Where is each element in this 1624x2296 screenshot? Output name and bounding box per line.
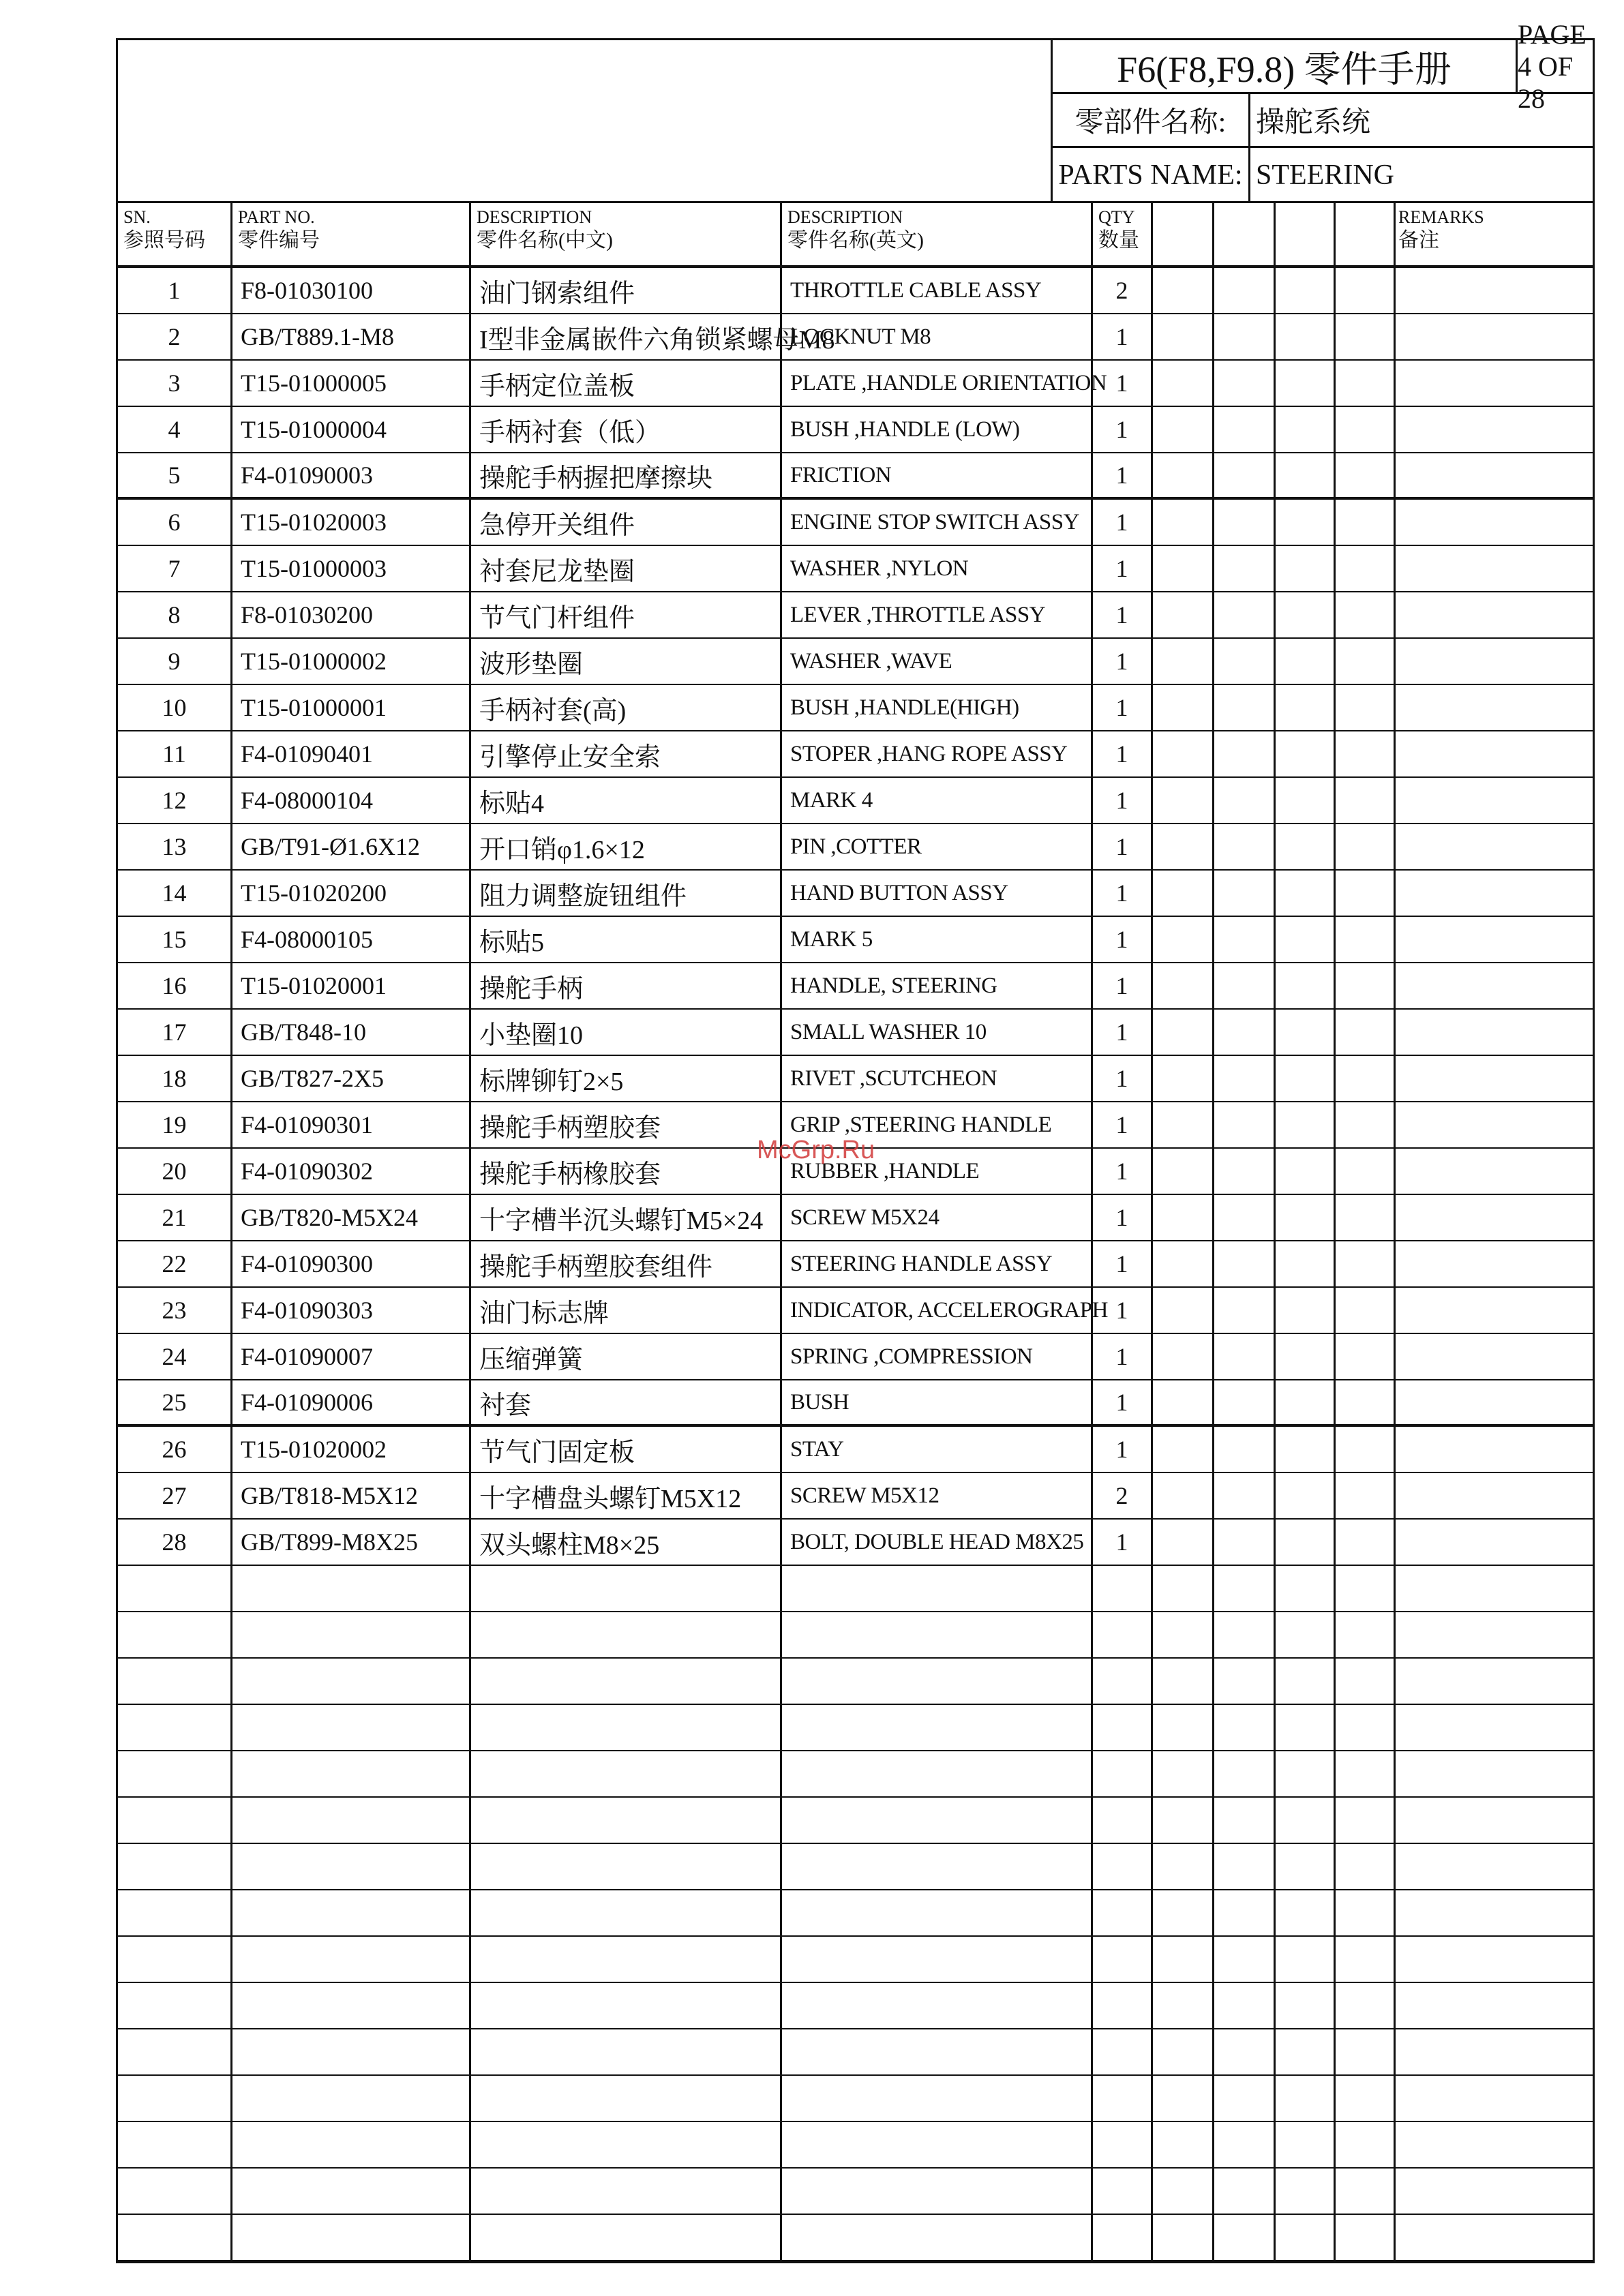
cell-desc-zh: 十字槽半沉头螺钉M5×24 <box>479 1206 764 1235</box>
cell-qty: 1 <box>1115 972 1128 999</box>
cell-desc-en: PIN ,COTTER <box>790 834 922 859</box>
table-row <box>118 1334 1593 1380</box>
cell-desc-en: RUBBER ,HANDLE <box>790 1158 980 1183</box>
cell-qty: 1 <box>1115 1204 1128 1231</box>
cell-qty: 1 <box>1115 1250 1128 1278</box>
cell-sn: 28 <box>162 1528 187 1556</box>
cell-qty: 2 <box>1115 277 1128 304</box>
cell-desc-zh: I型非金属嵌件六角锁紧螺母M8 <box>479 325 835 354</box>
cell-sn: 10 <box>162 694 187 721</box>
col-header-desc-en-zh: 零件名称(英文) <box>787 229 924 252</box>
table-row <box>118 1056 1593 1102</box>
grid-line <box>780 203 782 2261</box>
cell-desc-en: HANDLE, STEERING <box>790 973 997 998</box>
col-header-desc-zh <box>471 203 782 265</box>
col-header-sn-en: SN. <box>123 207 151 227</box>
cell-part-no: F4-01090300 <box>241 1250 374 1278</box>
cell-desc-zh: 手柄衬套（低） <box>479 418 661 447</box>
cell-qty: 1 <box>1115 694 1128 721</box>
cell-part-no: T15-01000003 <box>241 555 387 582</box>
col-header-desc-en-en: DESCRIPTION <box>787 207 903 227</box>
cell-qty: 1 <box>1115 323 1128 350</box>
cell-part-no: F4-01090301 <box>241 1111 374 1138</box>
table-row <box>118 592 1593 639</box>
table-row <box>118 731 1593 778</box>
document-title: F6(F8,F9.8) 零件手册 <box>1051 40 1516 94</box>
empty-table-row <box>118 1890 1593 1937</box>
empty-table-row <box>118 1798 1593 1844</box>
cell-sn: 3 <box>168 369 181 397</box>
cell-part-no: GB/T889.1-M8 <box>241 323 394 350</box>
cell-qty: 1 <box>1115 926 1128 953</box>
cell-desc-zh: 开口销φ1.6×12 <box>479 835 645 864</box>
col-header-sn <box>118 203 232 265</box>
cell-part-no: F4-01090401 <box>241 740 374 768</box>
grid-line <box>1334 203 1336 2261</box>
table-row <box>118 500 1593 546</box>
cell-desc-en: HAND BUTTON ASSY <box>790 880 1008 905</box>
cell-sn: 23 <box>162 1297 187 1324</box>
cell-sn: 21 <box>162 1204 187 1231</box>
cell-sn: 18 <box>162 1065 187 1092</box>
empty-table-row <box>118 2076 1593 2122</box>
empty-table-row <box>118 1705 1593 1751</box>
table-row <box>118 963 1593 1010</box>
cell-part-no: GB/T899-M8X25 <box>241 1528 418 1556</box>
table-row <box>118 685 1593 731</box>
cell-sn: 17 <box>162 1018 187 1046</box>
col-header-part-no-en: PART NO. <box>238 207 315 227</box>
cell-desc-zh: 手柄衬套(高) <box>479 696 627 725</box>
table-row <box>118 1241 1593 1288</box>
cell-qty: 1 <box>1115 648 1128 675</box>
cell-qty: 1 <box>1115 1528 1128 1556</box>
cell-part-no: F8-01030200 <box>241 601 374 629</box>
col-header-sn-zh: 参照号码 <box>123 229 205 252</box>
cell-desc-zh: 操舵手柄握把摩擦块 <box>479 464 713 493</box>
cell-desc-en: BUSH <box>790 1389 849 1415</box>
cell-desc-zh: 波形垫圈 <box>479 650 584 679</box>
grid-line <box>230 203 232 2261</box>
cell-sn: 19 <box>162 1111 187 1138</box>
col-header-desc-zh-zh: 零件名称(中文) <box>477 229 613 252</box>
parts-name-zh-value: 操舵系统 <box>1248 94 1593 148</box>
cell-sn: 4 <box>168 416 181 443</box>
cell-part-no: GB/T818-M5X12 <box>241 1482 418 1509</box>
cell-part-no: T15-01020002 <box>241 1436 387 1463</box>
cell-desc-en: SPRING ,COMPRESSION <box>790 1344 1033 1369</box>
cell-part-no: GB/T820-M5X24 <box>241 1204 418 1231</box>
cell-desc-zh: 十字槽盘头螺钉M5X12 <box>479 1484 742 1513</box>
cell-part-no: F4-01090007 <box>241 1343 374 1370</box>
empty-table-row <box>118 1937 1593 1983</box>
cell-sn: 24 <box>162 1343 187 1370</box>
empty-table-row <box>118 1612 1593 1659</box>
cell-desc-zh: 节气门杆组件 <box>479 603 635 633</box>
table-row <box>118 1520 1593 1566</box>
cell-desc-en: PLATE ,HANDLE ORIENTATION <box>790 370 1107 395</box>
cell-sn: 9 <box>168 648 181 675</box>
col-header-desc-zh-en: DESCRIPTION <box>477 207 592 227</box>
cell-sn: 8 <box>168 601 181 629</box>
cell-qty: 2 <box>1115 1482 1128 1509</box>
empty-table-row <box>118 1844 1593 1890</box>
table-row <box>118 314 1593 361</box>
cell-part-no: GB/T827-2X5 <box>241 1065 384 1092</box>
empty-table-row <box>118 1659 1593 1705</box>
cell-qty: 1 <box>1115 1297 1128 1324</box>
cell-desc-zh: 标牌铆钉2×5 <box>479 1067 624 1096</box>
page-indicator: PAGE 4 OF 28 <box>1516 40 1593 94</box>
cell-part-no: F8-01030100 <box>241 277 374 304</box>
cell-qty: 1 <box>1115 1158 1128 1185</box>
cell-desc-en: SCREW M5X12 <box>790 1483 939 1508</box>
table-row <box>118 407 1593 453</box>
cell-qty: 1 <box>1115 1018 1128 1046</box>
cell-desc-en: WASHER ,NYLON <box>790 556 969 581</box>
cell-qty: 1 <box>1115 1343 1128 1370</box>
cell-desc-en: LOCKNUT M8 <box>790 324 931 349</box>
table-row <box>118 871 1593 917</box>
cell-sn: 20 <box>162 1158 187 1185</box>
cell-desc-zh: 标贴4 <box>479 789 545 818</box>
cell-part-no: F4-01090006 <box>241 1389 374 1416</box>
cell-desc-en: ENGINE STOP SWITCH ASSY <box>790 509 1079 534</box>
cell-desc-zh: 引擎停止安全索 <box>479 742 661 772</box>
grid-line <box>1151 203 1153 2261</box>
table-row <box>118 546 1593 592</box>
cell-part-no: GB/T848-10 <box>241 1018 366 1046</box>
cell-desc-en: THROTTLE CABLE ASSY <box>790 277 1042 303</box>
cell-qty: 1 <box>1115 833 1128 860</box>
cell-qty: 1 <box>1115 740 1128 768</box>
cell-sn: 2 <box>168 323 181 350</box>
table-row <box>118 778 1593 824</box>
cell-desc-en: RIVET ,SCUTCHEON <box>790 1066 997 1091</box>
cell-desc-zh: 双头螺柱M8×25 <box>479 1530 660 1560</box>
empty-table-row <box>118 1751 1593 1798</box>
empty-table-row <box>118 1983 1593 2029</box>
empty-table-row <box>118 1566 1593 1612</box>
cell-desc-en: GRIP ,STEERING HANDLE <box>790 1112 1052 1137</box>
grid-line <box>469 203 471 2261</box>
cell-desc-en: BUSH ,HANDLE(HIGH) <box>790 695 1019 720</box>
cell-desc-en: STOPER ,HANG ROPE ASSY <box>790 741 1068 766</box>
cell-desc-zh: 衬套 <box>479 1391 532 1420</box>
col-header-remarks <box>1393 203 1591 265</box>
cell-desc-en: STAY <box>790 1436 844 1462</box>
col-header-remarks-en: REMARKS <box>1398 207 1484 227</box>
cell-qty: 1 <box>1115 462 1128 489</box>
cell-qty: 1 <box>1115 555 1128 582</box>
table-row <box>118 453 1593 500</box>
cell-desc-en: BUSH ,HANDLE (LOW) <box>790 417 1020 442</box>
cell-desc-en: WASHER ,WAVE <box>790 648 952 674</box>
cell-sn: 7 <box>168 555 181 582</box>
cell-desc-en: SCREW M5X24 <box>790 1205 939 1230</box>
cell-part-no: GB/T91-Ø1.6X12 <box>241 833 420 860</box>
cell-sn: 5 <box>168 462 181 489</box>
col-header-desc-en <box>782 203 1093 265</box>
cell-desc-zh: 操舵手柄塑胶套组件 <box>479 1252 713 1282</box>
table-row <box>118 1288 1593 1334</box>
cell-desc-en: BOLT, DOUBLE HEAD M8X25 <box>790 1529 1084 1554</box>
cell-desc-zh: 衬套尼龙垫圈 <box>479 557 635 586</box>
cell-sn: 26 <box>162 1436 187 1463</box>
cell-qty: 1 <box>1115 787 1128 814</box>
cell-part-no: T15-01000005 <box>241 369 387 397</box>
cell-desc-zh: 手柄定位盖板 <box>479 372 635 401</box>
table-row <box>118 268 1593 314</box>
cell-desc-zh: 油门标志牌 <box>479 1299 610 1328</box>
parts-name-en-label: PARTS NAME: <box>1051 148 1248 202</box>
table-row <box>118 1380 1593 1427</box>
cell-sn: 1 <box>168 277 181 304</box>
empty-table-row <box>118 2122 1593 2169</box>
cell-sn: 15 <box>162 926 187 953</box>
cell-desc-zh: 节气门固定板 <box>479 1438 635 1467</box>
cell-part-no: F4-01090303 <box>241 1297 374 1324</box>
cell-desc-en: INDICATOR, ACCELEROGRAPH <box>790 1297 1108 1323</box>
cell-part-no: F4-01090003 <box>241 462 374 489</box>
empty-table-row <box>118 2215 1593 2261</box>
cell-desc-zh: 小垫圈10 <box>479 1021 584 1050</box>
empty-table-row <box>118 2169 1593 2215</box>
cell-sn: 16 <box>162 972 187 999</box>
table-row <box>118 1010 1593 1056</box>
cell-part-no: T15-01000002 <box>241 648 387 675</box>
grid-line <box>1212 203 1214 2261</box>
cell-desc-en: SMALL WASHER 10 <box>790 1019 987 1044</box>
cell-qty: 1 <box>1115 1065 1128 1092</box>
cell-qty: 1 <box>1115 369 1128 397</box>
cell-sn: 13 <box>162 833 187 860</box>
cell-qty: 1 <box>1115 509 1128 536</box>
table-row <box>118 1427 1593 1473</box>
cell-desc-zh: 操舵手柄橡胶套 <box>479 1160 661 1189</box>
cell-qty: 1 <box>1115 416 1128 443</box>
cell-desc-zh: 阻力调整旋钮组件 <box>479 881 687 911</box>
column-header-row <box>118 203 1593 268</box>
col-header-qty-en: QTY <box>1098 207 1135 227</box>
cell-part-no: T15-01000004 <box>241 416 387 443</box>
cell-desc-zh: 压缩弹簧 <box>479 1345 584 1374</box>
cell-desc-en: FRICTION <box>790 462 892 487</box>
cell-desc-zh: 操舵手柄 <box>479 974 584 1003</box>
parts-name-zh-label: 零部件名称: <box>1051 94 1248 148</box>
table-row <box>118 824 1593 871</box>
cell-part-no: T15-01020200 <box>241 879 387 907</box>
cell-sn: 27 <box>162 1482 187 1509</box>
cell-sn: 25 <box>162 1389 187 1416</box>
table-row <box>118 639 1593 685</box>
cell-part-no: F4-08000104 <box>241 787 374 814</box>
cell-part-no: T15-01020001 <box>241 972 387 999</box>
cell-part-no: F4-01090302 <box>241 1158 374 1185</box>
cell-desc-zh: 标贴5 <box>479 928 545 957</box>
cell-desc-en: LEVER ,THROTTLE ASSY <box>790 602 1046 627</box>
col-header-qty-zh: 数量 <box>1098 229 1139 252</box>
cell-desc-zh: 急停开关组件 <box>479 511 635 540</box>
cell-qty: 1 <box>1115 1111 1128 1138</box>
parts-name-en-value: STEERING <box>1248 148 1593 202</box>
cell-sn: 12 <box>162 787 187 814</box>
cell-sn: 6 <box>168 509 181 536</box>
cell-part-no: T15-01020003 <box>241 509 387 536</box>
cell-desc-en: MARK 5 <box>790 926 873 952</box>
col-header-remarks-zh: 备注 <box>1398 229 1439 252</box>
table-row <box>118 1195 1593 1241</box>
cell-desc-en: STEERING HANDLE ASSY <box>790 1251 1053 1276</box>
grid-line <box>1274 203 1276 2261</box>
col-header-qty <box>1093 203 1153 265</box>
table-row <box>118 917 1593 963</box>
grid-line <box>1394 203 1396 2261</box>
cell-desc-en: MARK 4 <box>790 787 873 813</box>
cell-desc-zh: 油门钢索组件 <box>479 279 635 308</box>
cell-part-no: F4-08000105 <box>241 926 374 953</box>
watermark-text: McGrp.Ru <box>757 1136 875 1164</box>
cell-qty: 1 <box>1115 1436 1128 1463</box>
table-row <box>118 361 1593 407</box>
cell-desc-zh: 操舵手柄塑胶套 <box>479 1113 661 1143</box>
cell-sn: 11 <box>162 740 186 768</box>
cell-qty: 1 <box>1115 1389 1128 1416</box>
empty-table-row <box>118 2029 1593 2076</box>
col-header-part-no <box>232 203 471 265</box>
grid-line <box>1091 203 1093 2261</box>
cell-sn: 22 <box>162 1250 187 1278</box>
col-header-part-no-zh: 零件编号 <box>238 229 320 252</box>
table-row <box>118 1473 1593 1520</box>
cell-part-no: T15-01000001 <box>241 694 387 721</box>
cell-qty: 1 <box>1115 601 1128 629</box>
cell-qty: 1 <box>1115 879 1128 907</box>
cell-sn: 14 <box>162 879 187 907</box>
